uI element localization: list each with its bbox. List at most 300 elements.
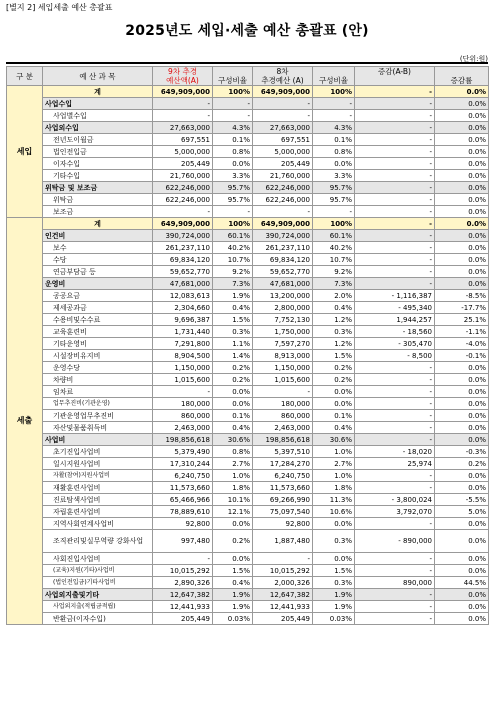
budget8-cell: 1,750,000 [253, 326, 313, 338]
table-row [7, 302, 489, 314]
ratio9-cell: 0.0% [213, 518, 253, 530]
budget8-cell: 13,200,000 [253, 290, 313, 302]
table-row [7, 134, 489, 146]
row-name: (법인전입금)기타사업비 [43, 577, 153, 589]
budget9-cell: 997,480 [153, 530, 213, 553]
table-row [7, 494, 489, 506]
table-row [7, 278, 489, 290]
row-name: 사업외지출및기타 [43, 589, 153, 601]
header-budget8: 8차 추경예산 (A) [253, 67, 313, 86]
table-row [7, 398, 489, 410]
diff-rate-cell: -5.5% [435, 494, 489, 506]
row-name: 사업수입 [43, 98, 153, 110]
budget9-cell: 622,246,000 [153, 182, 213, 194]
row-name: 조직관리및실무역량 강화사업 [43, 530, 153, 553]
diff-rate-cell: 0.0% [435, 170, 489, 182]
diff-cell: - [355, 470, 435, 482]
ratio9-cell: 0.0% [213, 398, 253, 410]
ratio8-cell: 95.7% [313, 194, 355, 206]
diff-rate-cell: 0.0% [435, 158, 489, 170]
ratio9-cell: 100% [213, 86, 253, 98]
row-name: 위탁금 및 보조금 [43, 182, 153, 194]
diff-rate-cell: 0.0% [435, 410, 489, 422]
ratio9-cell: 0.03% [213, 613, 253, 625]
row-name: 위탁금 [43, 194, 153, 206]
budget8-cell: 622,246,000 [253, 194, 313, 206]
budget9-cell: 5,000,000 [153, 146, 213, 158]
budget8-cell: 198,856,618 [253, 434, 313, 446]
diff-cell: - [355, 278, 435, 290]
diff-rate-cell: 0.0% [435, 266, 489, 278]
diff-cell: - 305,470 [355, 338, 435, 350]
ratio9-cell: 0.8% [213, 446, 253, 458]
budget9-cell: 697,551 [153, 134, 213, 146]
diff-cell: - [355, 601, 435, 613]
ratio9-cell: 100% [213, 218, 253, 230]
budget9-cell: 2,463,000 [153, 422, 213, 434]
ratio9-cell: 0.0% [213, 553, 253, 565]
row-name: 기타운영비 [43, 338, 153, 350]
diff-cell: - [355, 182, 435, 194]
ratio8-cell: 0.4% [313, 302, 355, 314]
diff-rate-cell: -0.3% [435, 446, 489, 458]
table-row [7, 170, 489, 182]
ratio8-cell: 10.6% [313, 506, 355, 518]
row-name: 계 [43, 86, 153, 98]
budget9-cell: 1,731,440 [153, 326, 213, 338]
ratio8-cell: 10.7% [313, 254, 355, 266]
header-category: 구 분 [7, 67, 43, 86]
row-name: 연금부담금 등 [43, 266, 153, 278]
diff-cell: - [355, 170, 435, 182]
budget8-cell: 261,237,110 [253, 242, 313, 254]
ratio8-cell: 1.9% [313, 589, 355, 601]
table-row [7, 458, 489, 470]
row-name: 운영수당 [43, 362, 153, 374]
diff-rate-cell: 0.0% [435, 601, 489, 613]
diff-rate-cell: -17.7% [435, 302, 489, 314]
budget8-cell: 12,647,382 [253, 589, 313, 601]
diff-cell: - [355, 613, 435, 625]
ratio9-cell: - [213, 98, 253, 110]
ratio9-cell: 30.6% [213, 434, 253, 446]
budget8-cell: 2,463,000 [253, 422, 313, 434]
diff-rate-cell: 44.5% [435, 577, 489, 589]
budget9-cell: 8,904,500 [153, 350, 213, 362]
row-name: 차량비 [43, 374, 153, 386]
budget8-cell: 10,015,292 [253, 565, 313, 577]
row-name: 반환금(이자수입) [43, 613, 153, 625]
row-name: 일시지원사업비 [43, 458, 153, 470]
budget8-cell: - [253, 386, 313, 398]
diff-cell: - [355, 266, 435, 278]
row-name: 업무추진비(기관운영) [43, 398, 153, 410]
diff-rate-cell: 0.0% [435, 86, 489, 98]
budget9-cell: 10,015,292 [153, 565, 213, 577]
table-row [7, 314, 489, 326]
budget8-cell: 69,266,990 [253, 494, 313, 506]
budget8-cell: 2,800,000 [253, 302, 313, 314]
ratio8-cell: 40.2% [313, 242, 355, 254]
row-name: 법인전입금 [43, 146, 153, 158]
ratio8-cell: 0.2% [313, 362, 355, 374]
diff-cell: - [355, 230, 435, 242]
budget8-cell: 47,681,000 [253, 278, 313, 290]
diff-rate-cell: -8.5% [435, 290, 489, 302]
row-name: 임차료 [43, 386, 153, 398]
ratio8-cell: - [313, 206, 355, 218]
section-category: 세출 [7, 218, 43, 625]
page-title: 2025년도 세입·세출 예산 총괄표 (안) [125, 23, 369, 39]
table-row [7, 122, 489, 134]
table-body [7, 86, 489, 625]
unit-label: (단위:원) [459, 55, 488, 63]
ratio8-cell: 60.1% [313, 230, 355, 242]
diff-cell: - [355, 410, 435, 422]
table-row [7, 506, 489, 518]
diff-cell: - [355, 194, 435, 206]
diff-rate-cell: 0.0% [435, 218, 489, 230]
table-row [7, 446, 489, 458]
budget8-cell: 69,834,120 [253, 254, 313, 266]
row-name: 사업비 [43, 434, 153, 446]
ratio8-cell: 0.1% [313, 134, 355, 146]
diff-rate-cell: 0.0% [435, 553, 489, 565]
table-row [7, 601, 489, 613]
budget8-cell: 17,284,270 [253, 458, 313, 470]
ratio8-cell: 2.7% [313, 458, 355, 470]
budget8-cell: 1,887,480 [253, 530, 313, 553]
row-name: 사업외지출(적립금적립) [43, 601, 153, 613]
ratio8-cell: 0.0% [313, 518, 355, 530]
diff-rate-cell: 0.0% [435, 386, 489, 398]
budget9-cell: 12,441,933 [153, 601, 213, 613]
diff-rate-cell: 0.0% [435, 530, 489, 553]
ratio9-cell: 0.1% [213, 134, 253, 146]
ratio8-cell: 1.5% [313, 350, 355, 362]
ratio8-cell: 1.5% [313, 565, 355, 577]
table-row [7, 577, 489, 589]
ratio8-cell: 3.3% [313, 170, 355, 182]
table-row [7, 290, 489, 302]
diff-rate-cell: 0.0% [435, 230, 489, 242]
diff-cell: - [355, 242, 435, 254]
budget8-cell: 205,449 [253, 158, 313, 170]
diff-cell: - 8,500 [355, 350, 435, 362]
diff-cell: - 1,116,387 [355, 290, 435, 302]
ratio9-cell: 0.4% [213, 302, 253, 314]
table-row [7, 86, 489, 98]
budget9-cell: - [153, 206, 213, 218]
diff-cell: - [355, 110, 435, 122]
diff-rate-cell: 0.0% [435, 589, 489, 601]
budget9-cell: 649,909,000 [153, 86, 213, 98]
budget9-cell: - [153, 98, 213, 110]
header-item: 예 산 과 목 [43, 67, 153, 86]
table-row [7, 470, 489, 482]
row-name: 기타수입 [43, 170, 153, 182]
ratio9-cell: 1.4% [213, 350, 253, 362]
diff-cell: 1,944,257 [355, 314, 435, 326]
budget8-cell: 1,015,600 [253, 374, 313, 386]
table-row [7, 613, 489, 625]
diff-rate-cell: 0.0% [435, 422, 489, 434]
ratio9-cell: 95.7% [213, 182, 253, 194]
budget8-cell: 1,150,000 [253, 362, 313, 374]
ratio9-cell: 10.1% [213, 494, 253, 506]
table-row [7, 194, 489, 206]
table-row [7, 410, 489, 422]
budget-summary-table [6, 66, 489, 625]
ratio8-cell: - [313, 98, 355, 110]
diff-cell: 25,974 [355, 458, 435, 470]
ratio8-cell: 95.7% [313, 182, 355, 194]
budget9-cell: 198,856,618 [153, 434, 213, 446]
table-row [7, 98, 489, 110]
diff-rate-cell: 0.0% [435, 374, 489, 386]
ratio9-cell: 0.1% [213, 410, 253, 422]
budget8-cell: 21,760,000 [253, 170, 313, 182]
ratio8-cell: 0.0% [313, 398, 355, 410]
ratio8-cell: 1.0% [313, 470, 355, 482]
diff-rate-cell: 0.0% [435, 122, 489, 134]
ratio8-cell: 4.3% [313, 122, 355, 134]
budget8-cell: 59,652,770 [253, 266, 313, 278]
ratio9-cell: 0.8% [213, 146, 253, 158]
diff-cell: - [355, 374, 435, 386]
row-name: 자립훈련사업비 [43, 506, 153, 518]
row-name: 보수 [43, 242, 153, 254]
budget8-cell: - [253, 206, 313, 218]
ratio9-cell: 4.3% [213, 122, 253, 134]
diff-cell: - 3,800,024 [355, 494, 435, 506]
diff-cell: - [355, 98, 435, 110]
budget9-cell: 390,724,000 [153, 230, 213, 242]
ratio8-cell: 0.3% [313, 326, 355, 338]
row-name: 진료탐색사업비 [43, 494, 153, 506]
diff-rate-cell: -0.1% [435, 350, 489, 362]
diff-cell: - [355, 386, 435, 398]
ratio9-cell: 1.5% [213, 314, 253, 326]
table-row [7, 266, 489, 278]
budget8-cell: 860,000 [253, 410, 313, 422]
header-budget9: 9차 추경 예산액(A) [153, 67, 213, 86]
ratio9-cell: 12.1% [213, 506, 253, 518]
ratio9-cell: 7.3% [213, 278, 253, 290]
ratio9-cell: 2.7% [213, 458, 253, 470]
budget8-cell: 7,597,270 [253, 338, 313, 350]
ratio8-cell: - [313, 110, 355, 122]
ratio9-cell: 9.2% [213, 266, 253, 278]
header-ratio8: 구성비율 [313, 67, 355, 86]
diff-rate-cell: 0.0% [435, 206, 489, 218]
budget8-cell: 622,246,000 [253, 182, 313, 194]
table-row [7, 206, 489, 218]
row-name: 이자수입 [43, 158, 153, 170]
diff-cell: - [355, 362, 435, 374]
header-diff-rate: 증감률 [435, 67, 489, 86]
row-name: 공공요금 [43, 290, 153, 302]
diff-cell: - [355, 146, 435, 158]
budget9-cell: - [153, 386, 213, 398]
budget8-cell: 6,240,750 [253, 470, 313, 482]
ratio8-cell: 0.4% [313, 422, 355, 434]
diff-cell: - [355, 589, 435, 601]
budget9-cell: 92,800 [153, 518, 213, 530]
diff-cell: - [355, 206, 435, 218]
title-divider [6, 62, 488, 64]
ratio9-cell: 60.1% [213, 230, 253, 242]
ratio8-cell: 1.0% [313, 446, 355, 458]
budget8-cell: 7,752,130 [253, 314, 313, 326]
row-name: 사회진입사업비 [43, 553, 153, 565]
row-name: 사업외수입 [43, 122, 153, 134]
ratio9-cell: 0.3% [213, 326, 253, 338]
budget8-cell: 5,397,510 [253, 446, 313, 458]
row-name: 운영비 [43, 278, 153, 290]
row-name: 초기진입사업비 [43, 446, 153, 458]
diff-cell: - 890,000 [355, 530, 435, 553]
diff-rate-cell: 0.0% [435, 362, 489, 374]
ratio9-cell: 1.9% [213, 290, 253, 302]
budget8-cell: 2,000,326 [253, 577, 313, 589]
ratio8-cell: 0.0% [313, 158, 355, 170]
ratio9-cell: 0.4% [213, 422, 253, 434]
budget8-cell: 205,449 [253, 613, 313, 625]
diff-rate-cell: 0.0% [435, 470, 489, 482]
ratio9-cell: 0.4% [213, 577, 253, 589]
diff-cell: - [355, 254, 435, 266]
budget8-cell: - [253, 110, 313, 122]
diff-rate-cell: -1.1% [435, 326, 489, 338]
budget9-cell: 1,015,600 [153, 374, 213, 386]
header-ratio9: 구성비율 [213, 67, 253, 86]
table-row [7, 553, 489, 565]
diff-cell: - [355, 134, 435, 146]
diff-rate-cell: 0.0% [435, 434, 489, 446]
budget9-cell: 1,150,000 [153, 362, 213, 374]
table-row [7, 482, 489, 494]
ratio8-cell: 1.8% [313, 482, 355, 494]
table-row [7, 350, 489, 362]
budget9-cell: 9,696,387 [153, 314, 213, 326]
budget9-cell: 6,240,750 [153, 470, 213, 482]
table-row [7, 230, 489, 242]
diff-rate-cell: 0.0% [435, 98, 489, 110]
table-row [7, 242, 489, 254]
diff-rate-cell: 0.0% [435, 482, 489, 494]
ratio9-cell: - [213, 206, 253, 218]
budget9-cell: 205,449 [153, 158, 213, 170]
row-name: 계 [43, 218, 153, 230]
ratio8-cell: 11.3% [313, 494, 355, 506]
row-name: 제세공과금 [43, 302, 153, 314]
row-name: 자산및물품취득비 [43, 422, 153, 434]
budget9-cell: 11,573,660 [153, 482, 213, 494]
table-row [7, 386, 489, 398]
budget8-cell: 5,000,000 [253, 146, 313, 158]
row-name: 교육훈련비 [43, 326, 153, 338]
budget9-cell: 2,890,326 [153, 577, 213, 589]
table-row [7, 518, 489, 530]
diff-rate-cell: 0.0% [435, 278, 489, 290]
ratio8-cell: 1.2% [313, 314, 355, 326]
diff-cell: - [355, 218, 435, 230]
budget8-cell: 75,097,540 [253, 506, 313, 518]
table-row [7, 362, 489, 374]
diff-rate-cell: 0.0% [435, 182, 489, 194]
row-name: 시설장비유지비 [43, 350, 153, 362]
table-row [7, 374, 489, 386]
table-row [7, 422, 489, 434]
diff-rate-cell: 0.0% [435, 146, 489, 158]
table-row [7, 254, 489, 266]
row-name: 수당 [43, 254, 153, 266]
budget8-cell: 27,663,000 [253, 122, 313, 134]
budget9-cell: 17,310,244 [153, 458, 213, 470]
ratio8-cell: 30.6% [313, 434, 355, 446]
row-name: 기관운영업무추진비 [43, 410, 153, 422]
budget8-cell: - [253, 553, 313, 565]
diff-rate-cell: 0.0% [435, 110, 489, 122]
table-row [7, 326, 489, 338]
diff-rate-cell: 0.0% [435, 242, 489, 254]
diff-rate-cell: 5.0% [435, 506, 489, 518]
diff-cell: - 18,020 [355, 446, 435, 458]
ratio9-cell: 0.0% [213, 386, 253, 398]
diff-rate-cell: 0.0% [435, 398, 489, 410]
ratio8-cell: 0.0% [313, 553, 355, 565]
diff-cell: - [355, 553, 435, 565]
table-row [7, 182, 489, 194]
budget8-cell: 180,000 [253, 398, 313, 410]
diff-cell: - [355, 122, 435, 134]
ratio8-cell: 0.03% [313, 613, 355, 625]
diff-rate-cell: 0.2% [435, 458, 489, 470]
row-name: 인건비 [43, 230, 153, 242]
diff-rate-cell: 0.0% [435, 565, 489, 577]
diff-cell: - [355, 158, 435, 170]
ratio9-cell: 0.2% [213, 362, 253, 374]
budget9-cell: 65,466,966 [153, 494, 213, 506]
row-name: (교육)지원(기타)사업비 [43, 565, 153, 577]
row-name: 보조금 [43, 206, 153, 218]
diff-rate-cell: 25.1% [435, 314, 489, 326]
table-row [7, 530, 489, 553]
budget9-cell: 12,647,382 [153, 589, 213, 601]
budget9-cell: 47,681,000 [153, 278, 213, 290]
diff-rate-cell: 0.0% [435, 194, 489, 206]
row-name: 수용비및수수료 [43, 314, 153, 326]
budget8-cell: 649,909,000 [253, 218, 313, 230]
budget9-cell: 860,000 [153, 410, 213, 422]
diff-cell: - [355, 518, 435, 530]
budget8-cell: 649,909,000 [253, 86, 313, 98]
ratio8-cell: 0.1% [313, 410, 355, 422]
ratio9-cell: 1.9% [213, 589, 253, 601]
diff-cell: 890,000 [355, 577, 435, 589]
budget9-cell: 21,760,000 [153, 170, 213, 182]
budget9-cell: 261,237,110 [153, 242, 213, 254]
ratio8-cell: 0.3% [313, 530, 355, 553]
table-row [7, 565, 489, 577]
budget9-cell: 12,083,613 [153, 290, 213, 302]
ratio8-cell: 100% [313, 86, 355, 98]
table-row [7, 110, 489, 122]
ratio9-cell: 1.8% [213, 482, 253, 494]
ratio8-cell: 7.3% [313, 278, 355, 290]
budget8-cell: - [253, 98, 313, 110]
